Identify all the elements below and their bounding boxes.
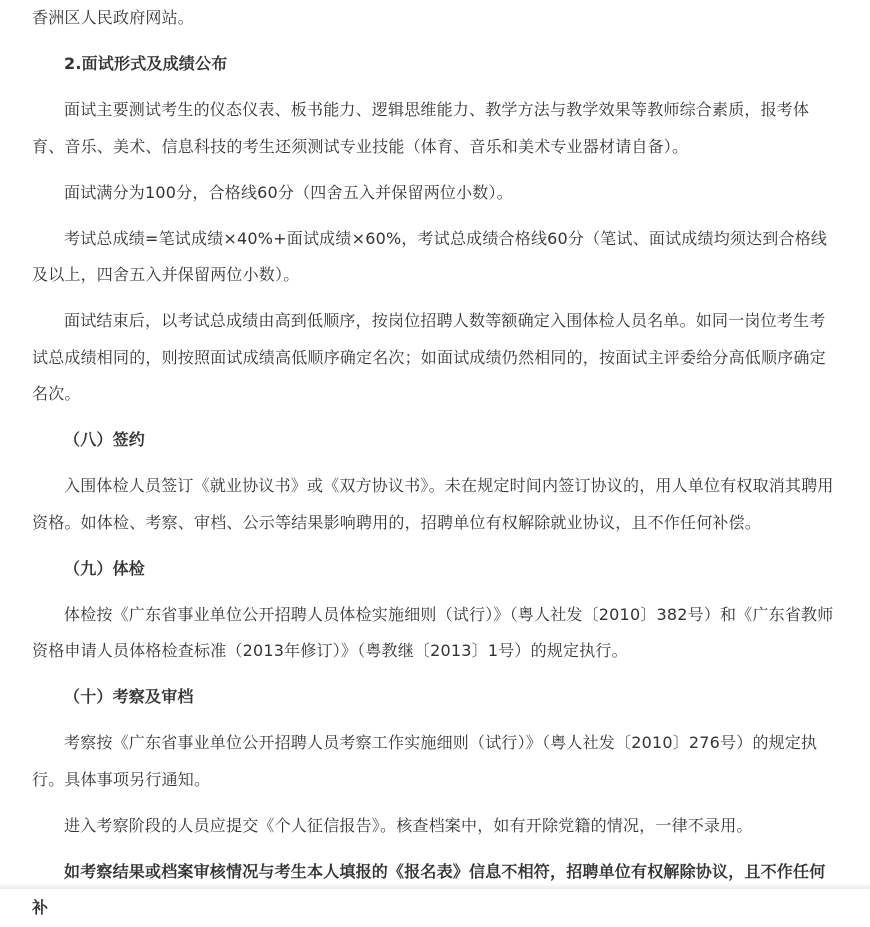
paragraph-mismatch-warning: 如考察结果或档案审核情况与考生本人填报的《报名表》信息不相符，招聘单位有权解除协议，且不作任何补	[32, 861, 826, 917]
paragraph-medical-exam: 体检按《广东省事业单位公开招聘人员体检实施细则（试行）》（粤人社发〔2010〕382号）和《广东省教师资格申请人员体格检查标准（2013年修订）》（粤教继〔2013〕1号）的规定执行。	[32, 604, 834, 660]
paragraph-interview-content: 面试主要测试考生的仪态仪表、板书能力、逻辑思维能力、教学方法与教学效果等教师综合素质，报考体育、音乐、美术、信息科技的考生还须测试专业技能（体育、音乐和美术专业器材请自备）。	[32, 100, 810, 156]
paragraph-ranking: 面试结束后，以考试总成绩由高到低顺序，按岗位招聘人数等额确定入围体检人员名单。如同一岗位考生考试总成绩相同的，则按照面试成绩高低顺序确定名次；如面试成绩仍然相同的，按面试主评委给分高低顺序确定名次。	[32, 311, 826, 403]
paragraph-website-note: 香洲区人民政府网站。	[32, 8, 195, 27]
paragraph-signing: 入围体检人员签订《就业协议书》或《双方协议书》。未在规定时间内签订协议的，用人单位有权取消其聘用资格。如体检、考察、审档、公示等结果影响聘用的，招聘单位有权解除就业协议，且不作任何补偿。	[32, 476, 834, 532]
heading-signing: （八）签约	[64, 430, 146, 449]
heading-medical-exam: （九）体检	[64, 558, 146, 578]
paragraph-review: 考察按《广东省事业单位公开招聘人员考察工作实施细则（试行）》（粤人社发〔2010〕276号）的规定执行。具体事项另行通知。	[32, 733, 818, 789]
heading-interview-format: 2.面试形式及成绩公布	[64, 54, 228, 73]
paragraph-total-score: 考试总成绩=笔试成绩×40%+面试成绩×60%，考试总成绩合格线60分（笔试、面试成绩均须达到合格线及以上，四舍五入并保留两位小数）。	[32, 228, 828, 284]
paragraph-credit-report: 进入考察阶段的人员应提交《个人征信报告》。核查档案中，如有开除党籍的情况，一律不录用。	[64, 815, 753, 835]
paragraph-interview-score: 面试满分为100分，合格线60分（四舍五入并保留两位小数）。	[64, 182, 513, 202]
heading-review: （十）考察及审档	[64, 687, 194, 706]
